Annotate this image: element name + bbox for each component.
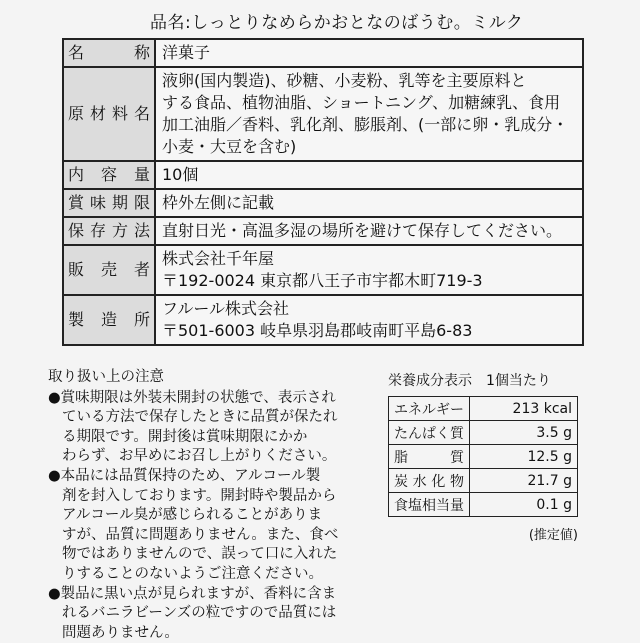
info-row-seller xyxy=(63,245,583,295)
nutrient-name: エネルギー xyxy=(389,397,470,421)
nutrient-value: 0.1 g xyxy=(470,493,578,517)
info-value xyxy=(155,189,583,217)
info-line: 〒501-6003 岐阜県羽島郡岐南町平島6-83 xyxy=(162,321,473,340)
info-value xyxy=(155,245,583,295)
note-line: る期限です。開封後は賞味期限にかか xyxy=(62,428,308,445)
estimate-note: (推定値) xyxy=(528,528,578,543)
info-value xyxy=(155,67,583,161)
info-line: 直射日光・高温多湿の場所を避けて保存してください。 xyxy=(162,221,563,240)
nutrient-name: たんぱく質 xyxy=(389,421,470,445)
note-line: アルコール臭が感じられることがありま xyxy=(62,507,323,524)
nutrient-name: 脂 質 xyxy=(389,445,470,469)
info-row-manufacturer xyxy=(63,295,583,345)
handling-title: 取り扱い上の注意 xyxy=(48,369,164,385)
note-line: れるバニラビーンズの粒ですので品質には xyxy=(62,605,337,622)
info-label: 賞味期限 xyxy=(63,189,155,217)
info-line: 加工油脂／香料、乳化剤、膨脹剤、(一部に卵・乳成分・ xyxy=(162,115,569,134)
info-line: 〒192-0024 東京都八王子市宇都木町719-3 xyxy=(162,271,483,290)
note-line: わらず、お早めにお召し上がりください。 xyxy=(62,448,337,465)
info-label: 内容量 xyxy=(63,161,155,189)
note-line: ている方法で保存したときに品質が保たれ xyxy=(62,409,338,426)
info-label: 製造所 xyxy=(63,295,155,345)
info-label: 販売者 xyxy=(63,245,155,295)
note-line: 問題ありません。 xyxy=(62,624,179,641)
note-item xyxy=(48,389,366,467)
note-line: りすることのないようご注意ください。 xyxy=(62,565,323,582)
info-value xyxy=(155,217,583,245)
info-row-ingredients xyxy=(63,67,583,161)
info-row-contents xyxy=(63,161,583,189)
note-line: 剤を封入しております。開封時や製品から xyxy=(62,487,337,504)
info-label: 名 称 xyxy=(63,39,155,67)
note-line: ●賞味期限は外装未開封の状態で、表示され xyxy=(48,389,336,406)
nutrition-row xyxy=(389,421,578,445)
note-line: すが、品質に問題ありません。また、食べ xyxy=(62,526,339,543)
nutrient-value: 21.7 g xyxy=(470,469,578,493)
info-value xyxy=(155,161,583,189)
nutrient-value: 12.5 g xyxy=(470,445,578,469)
info-row-expiry xyxy=(63,189,583,217)
note-line: ●製品に黒い点が見られますが、香料に含ま xyxy=(48,585,337,602)
nutrient-name: 食塩相当量 xyxy=(389,493,470,517)
nutrition-table xyxy=(388,396,578,517)
info-line: 株式会社千年屋 xyxy=(162,249,275,268)
note-item xyxy=(48,467,366,585)
info-line: 洋菓子 xyxy=(162,43,211,62)
nutrient-value: 213 kcal xyxy=(470,397,578,421)
nutrition-row xyxy=(389,445,578,469)
info-line: 10個 xyxy=(162,165,199,184)
info-label: 原材料名 xyxy=(63,67,155,161)
info-row-storage xyxy=(63,217,583,245)
nutrition-row xyxy=(389,397,578,421)
nutrition-row xyxy=(389,469,578,493)
info-line: 枠外左側に記載 xyxy=(162,193,275,212)
info-label: 保存方法 xyxy=(63,217,155,245)
note-line: 物ではありませんので、誤って口に入れた xyxy=(62,546,338,563)
note-item xyxy=(48,585,366,643)
info-line: フルール株式会社 xyxy=(162,299,290,318)
nutrition-row xyxy=(389,493,578,517)
info-line: 液卵(国内製造)、砂糖、小麦粉、乳等を主要原料と xyxy=(162,71,527,90)
note-line: ●本品には品質保持のため、アルコール製 xyxy=(48,467,321,484)
nutrient-name: 炭水化物 xyxy=(389,469,470,493)
nutrition-facts xyxy=(388,370,588,543)
info-line: する食品、植物油脂、ショートニング、加糖練乳、食用 xyxy=(162,93,561,112)
product-info-table xyxy=(62,38,584,346)
handling-notes xyxy=(48,368,366,643)
info-value xyxy=(155,39,583,67)
info-row-name xyxy=(63,39,583,67)
product-name: 品名:しっとりなめらかおとなのばうむ。ミルク xyxy=(150,13,524,33)
info-value xyxy=(155,295,583,345)
info-line: 小麦・大豆を含む) xyxy=(162,137,297,156)
nutrient-value: 3.5 g xyxy=(470,421,578,445)
nutrition-title: 栄養成分表示 1個当たり xyxy=(388,373,551,389)
